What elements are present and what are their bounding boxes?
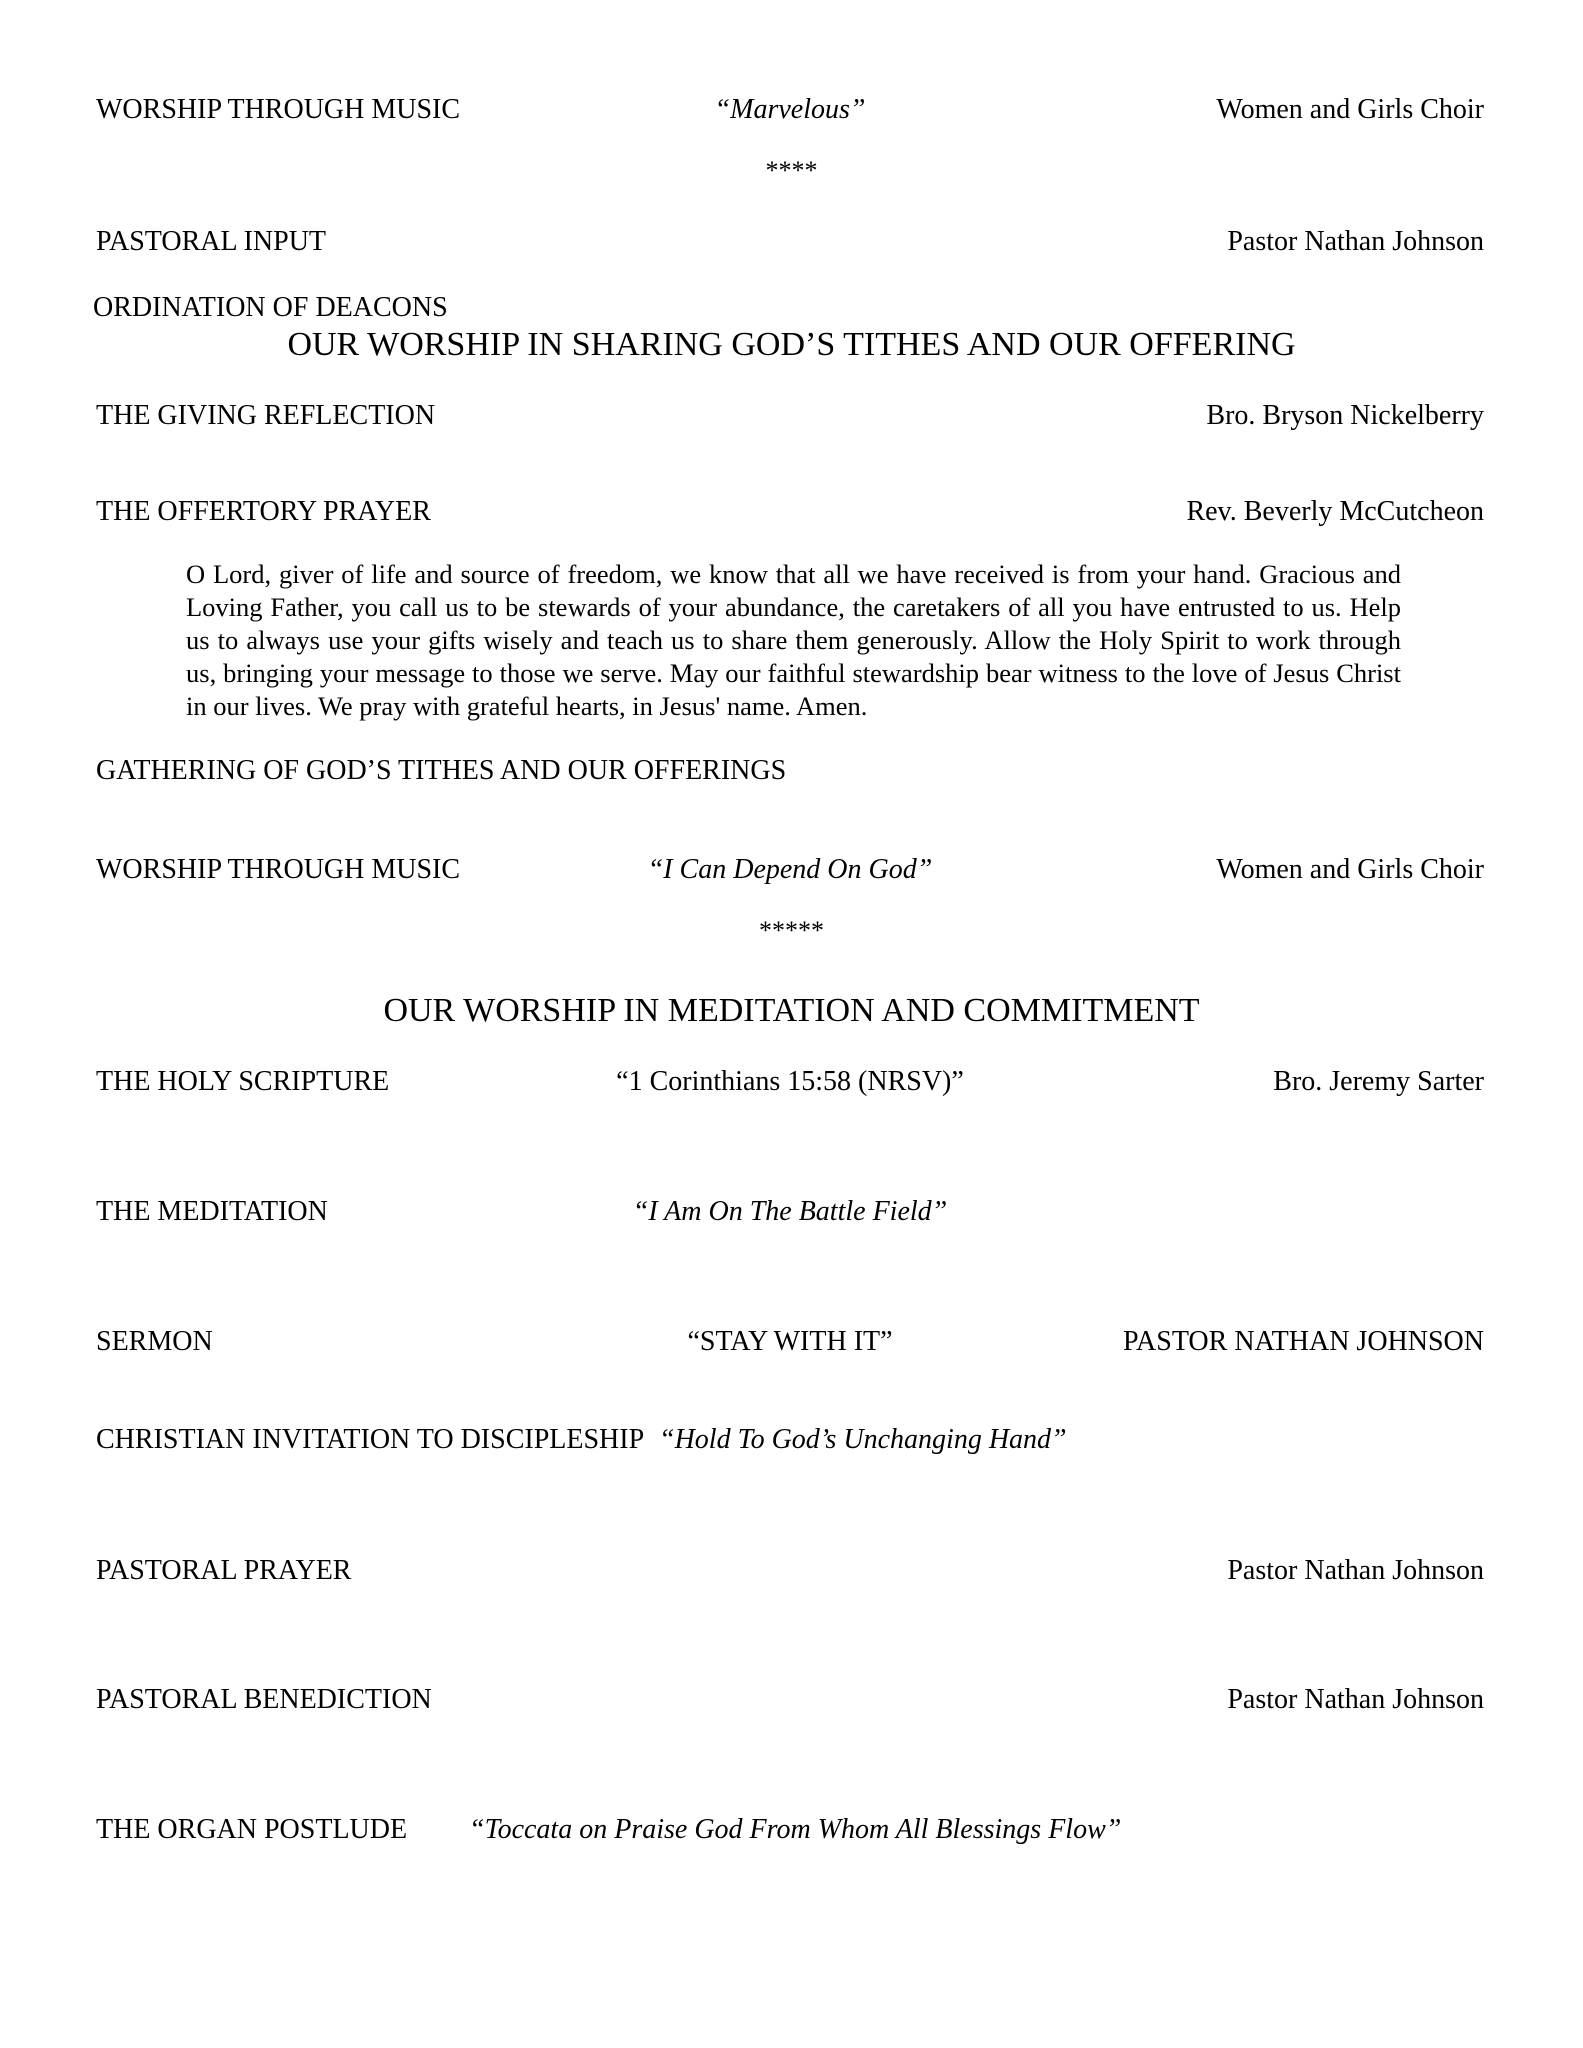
- person-name: Pastor Nathan Johnson: [1227, 226, 1484, 257]
- item-label: WORSHIP THROUGH MUSIC: [96, 94, 461, 125]
- song-title: “I Can Depend On God”: [647, 854, 933, 885]
- offertory-prayer-text: O Lord, giver of life and source of freedom, we know that all we have received is from your hand. Gracious and Loving Father, you call us to be stewards of your abundance, the caretakers of all you have entrusted to us. Help us to always use your gifts wisely and teach us to share them generously. Allow the Holy Spirit to work through us, bringing your message to those we serve. May our faithful stewardship bear witness to the love of Jesus Christ in our lives. We pray with grateful hearts, in Jesus' name. Amen.: [186, 559, 1401, 721]
- item-label: PASTORAL INPUT: [96, 226, 327, 257]
- item-label: GATHERING OF GOD’S TITHES AND OUR OFFERINGS: [96, 755, 787, 786]
- person-name: Pastor Nathan Johnson: [1227, 1684, 1484, 1715]
- program-item-invitation: [96, 1422, 1484, 1458]
- person-name: PASTOR NATHAN JOHNSON: [1123, 1326, 1484, 1357]
- item-label: THE HOLY SCRIPTURE: [96, 1066, 390, 1097]
- program-item-pastoral-input: [96, 224, 1484, 260]
- program-item-benediction: [96, 1682, 1484, 1718]
- performer: Women and Girls Choir: [1216, 854, 1484, 885]
- program-item-sermon: [96, 1324, 1484, 1360]
- separator-stars: ****: [765, 156, 818, 185]
- section-heading-meditation: OUR WORSHIP IN MEDITATION AND COMMITMENT: [383, 992, 1200, 1029]
- section-heading-sharing: OUR WORSHIP IN SHARING GOD’S TITHES AND OUR OFFERING: [287, 326, 1296, 363]
- hymn-title: “Hold To God’s Unchanging Hand”: [659, 1424, 1067, 1455]
- meditation-title: “I Am On The Battle Field”: [632, 1196, 948, 1227]
- item-label: CHRISTIAN INVITATION TO DISCIPLESHIP: [96, 1424, 645, 1455]
- postlude-title: “Toccata on Praise God From Whom All Blessings Flow”: [469, 1814, 1122, 1845]
- program-item-offertory-prayer: [96, 494, 1484, 530]
- program-item-pastoral-prayer: [96, 1553, 1484, 1589]
- person-name: Pastor Nathan Johnson: [1227, 1555, 1484, 1586]
- item-label: THE ORGAN POSTLUDE: [96, 1814, 408, 1845]
- item-label: THE MEDITATION: [96, 1196, 328, 1227]
- program-item-scripture: [96, 1064, 1484, 1100]
- person-name: Rev. Beverly McCutcheon: [1186, 496, 1484, 527]
- performer: Women and Girls Choir: [1216, 94, 1484, 125]
- item-label: WORSHIP THROUGH MUSIC: [96, 854, 461, 885]
- program-item-music-1: [96, 92, 1484, 128]
- item-label: THE GIVING REFLECTION: [96, 400, 436, 431]
- program-item-giving-reflection: [96, 398, 1484, 434]
- item-label: SERMON: [96, 1326, 213, 1357]
- separator-stars: *****: [759, 916, 824, 945]
- program-item-ordination: [93, 290, 1481, 326]
- scripture-reference: “1 Corinthians 15:58 (NRSV)”: [616, 1066, 964, 1097]
- program-item-gathering: [96, 753, 1484, 789]
- program-item-meditation: [96, 1194, 1484, 1230]
- program-item-music-2: [96, 852, 1484, 888]
- sermon-title: “STAY WITH IT”: [687, 1326, 893, 1357]
- person-name: Bro. Jeremy Sarter: [1273, 1066, 1484, 1097]
- program-item-postlude: [96, 1812, 1484, 1848]
- song-title: “Marvelous”: [714, 94, 866, 125]
- person-name: Bro. Bryson Nickelberry: [1206, 400, 1484, 431]
- item-label: ORDINATION OF DEACONS: [93, 292, 448, 323]
- item-label: THE OFFERTORY PRAYER: [96, 496, 431, 527]
- item-label: PASTORAL PRAYER: [96, 1555, 352, 1586]
- item-label: PASTORAL BENEDICTION: [96, 1684, 432, 1715]
